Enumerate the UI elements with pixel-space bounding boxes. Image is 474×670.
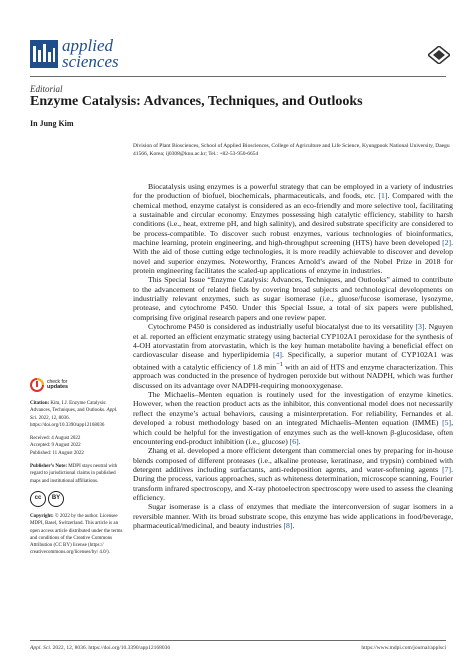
paragraph-6: Sugar isomerase is a class of enzymes that mediate the interconversion of sugar isomers in a reversible manner. With its broad substrate scope, this enzyme has wide applications in food/beverage, pharmaceutical/medicinal, and beauty industries [8].: [133, 502, 453, 530]
paragraph-4: The Michaelis–Menten equation is routinely used for the investigation of enzyme kinetics. However, when the reaction product acts as the inhibitor, this conventional model does not necessarily reflect the enzyme’s actual behaviors, causing a misinterpretation. For reliability, Fernandes et al. developed a robust methodology based on an integrated Michaelis–Menten equation (IMME) [5], which could be helpful for the investigation of enzymes such as the well-known β-glucosidase, often encountering end-product inhibition (i.e., glucose) [6].: [133, 390, 453, 446]
citation-link[interactable]: [2]: [442, 238, 452, 248]
received-date: Received: 4 August 2022: [30, 436, 81, 442]
citation-link[interactable]: [8]: [283, 520, 293, 530]
paragraph-2: This Special Issue “Enzyme Catalysis: Advances, Techniques, and Outlooks” aimed to contribute to the advancement of related fields by covering broad subjects and technological developments on industrially relevant enzymes, such as sugar isomerase (i.e., gluose/fucose isomerase, lysozyme, protease, and cytochrome P450. Under this Special Issue, a total of six papers were published, comprising five original research papers and one review paper.: [133, 275, 453, 322]
paragraph-5: Zhang et al. developed a more efficient detergent than commercial ones by preparing for in-house blends composed of different proteases (i.e., alkaline protease, keratinase, and trypsin) combined with detergent additives including surfactants, anti-redeposition agents, and water-softening agents [7]. During the process, various approaches, such as whiteness determination, microscope scanning, Fourier transform infrared spectroscopy, and X-ray photoelectron spectroscopy were used to assess the cleaning efficiency.: [133, 446, 453, 502]
journal-name: [62, 38, 119, 70]
cc-icon: cc: [30, 491, 46, 507]
mdpi-logo-icon: [428, 46, 450, 64]
paragraph-3: Cytochrome P450 is considered as industrially useful biocatalyst due to its versatility [3]. Nguyen et al. reported an efficient enzymatic strategy using bacterial CYP102A1 peroxidase for the synthesis of 4-OH atorvastatin from atorvastatin, which is the key human metabolite having a beneficial effect on cardiovascular disease and hyperlipidemia [4]. Specifically, a superior mutant of CYP102A1 was obtained with a catalytic efficiency of 1.8 $\min^{-1}$ with an aid of HTS and enzyme characterization. This approach was conducted in the presence of hydrogen peroxide but without NADPH, which was further discussed on its advantage over NADPH-requiring monooxygenase.: [133, 322, 453, 390]
citation-link[interactable]: [4]: [272, 350, 282, 360]
check-updates-icon: [30, 378, 44, 392]
cc-license-badge[interactable]: [30, 491, 125, 507]
footer-citation: Appl. Sci. 2022, 12, 8036. https://doi.org/10.3390/app12168036: [30, 645, 171, 651]
article-body: [133, 182, 453, 530]
citation-link[interactable]: [6]: [289, 436, 299, 446]
author-name: In Jung Kim: [30, 119, 74, 128]
article-title: Enzyme Catalysis: Advances, Techniques, and Outlooks: [30, 94, 363, 109]
applied-sciences-logo-icon: [30, 40, 58, 68]
check-for-updates-button[interactable]: [30, 378, 125, 392]
published-date: Published: 11 August 2022: [30, 450, 84, 456]
publisher-note: Publisher’s Note: MDPI stays neutral with regard to jurisdictional claims in published maps and institutional affiliations.: [30, 464, 118, 484]
header-rule: [30, 76, 446, 77]
journal-name-line2: sciences: [62, 52, 119, 71]
footer-doi[interactable]: 2022, 12, 8036. https://doi.org/10.3390/app12168036: [52, 645, 171, 651]
accepted-date: Accepted: 9 August 2022: [30, 443, 81, 449]
footer-journal-url[interactable]: https://www.mdpi.com/journal/applsci: [361, 645, 446, 651]
citation-link[interactable]: [5]: [442, 418, 452, 428]
journal-header: [30, 38, 450, 72]
article-type: Editorial: [30, 84, 63, 94]
journal-name-line1: applied: [62, 36, 113, 55]
check-line2: updates: [47, 384, 69, 390]
copyright-block: Copyright: © 2022 by the author. Licensee MDPI, Basel, Switzerland. This article is an open access article distributed under the terms and conditions of the Creative Commons Attribution (CC BY) license (https:// creativecommons.org/licenses/by/ 4.0/).: [30, 513, 123, 556]
citation-link[interactable]: [7]: [442, 464, 452, 474]
dates-block: [30, 435, 125, 457]
author-affiliation: Division of Plant Biosciences, School of Applied Biosciences, College of Agriculture and Life Science, Kyungpook National University, Daegu 41566, Korea; ij0308@knu.ac.kr; Tel.: +82-53-950-6654: [133, 143, 450, 157]
by-icon: BY: [48, 491, 64, 507]
citation-doi[interactable]: 2022, 12, 8036. https://doi.org/10.3390/app12168036: [30, 415, 105, 428]
footer-rule: [30, 640, 446, 641]
citation-link[interactable]: [1]: [378, 191, 388, 201]
check-line1: check for: [47, 378, 68, 385]
paragraph-1: Biocatalysis using enzymes is a powerful strategy that can be employed in a variety of industries for the production of biofuel, biochemicals, pharmaceuticals, and foods, etc. [1]. Compared with the chemical method, enzyme catalyst is considered as an eco-friendly and more selective tool, facilitating a sustainable and circular economy. Enzymes possessing high catalytic efficiency, stability to harsh conditions (i.e., heat, extreme pH, and high salinity), and desired substrate specificity are considered to be process-compatible. To discover such robust enzymes, various technologies of bioinformatics, machine learning, protein engineering, and high-throughput screening (HTS) have been developed [2]. With the aid of those cutting edge technologies, it is more readily achievable to discover and develop novel and superior enzymes. Noteworthy, Frances Arnold’s award of the Nobel Prize in 2018 for protein engineering facilitates the scaled-up applications of enzyme in industries.: [133, 182, 453, 276]
citation-link[interactable]: [3]: [415, 322, 425, 332]
article-sidebar: [30, 378, 125, 563]
citation-block: Citation: Kim, I.J. Enzyme Catalysis: Advances, Techniques, and Outlooks. Appl. Sci. 2022, 12, 8036. https://doi.org/10.3390/app12168036: [30, 401, 118, 428]
